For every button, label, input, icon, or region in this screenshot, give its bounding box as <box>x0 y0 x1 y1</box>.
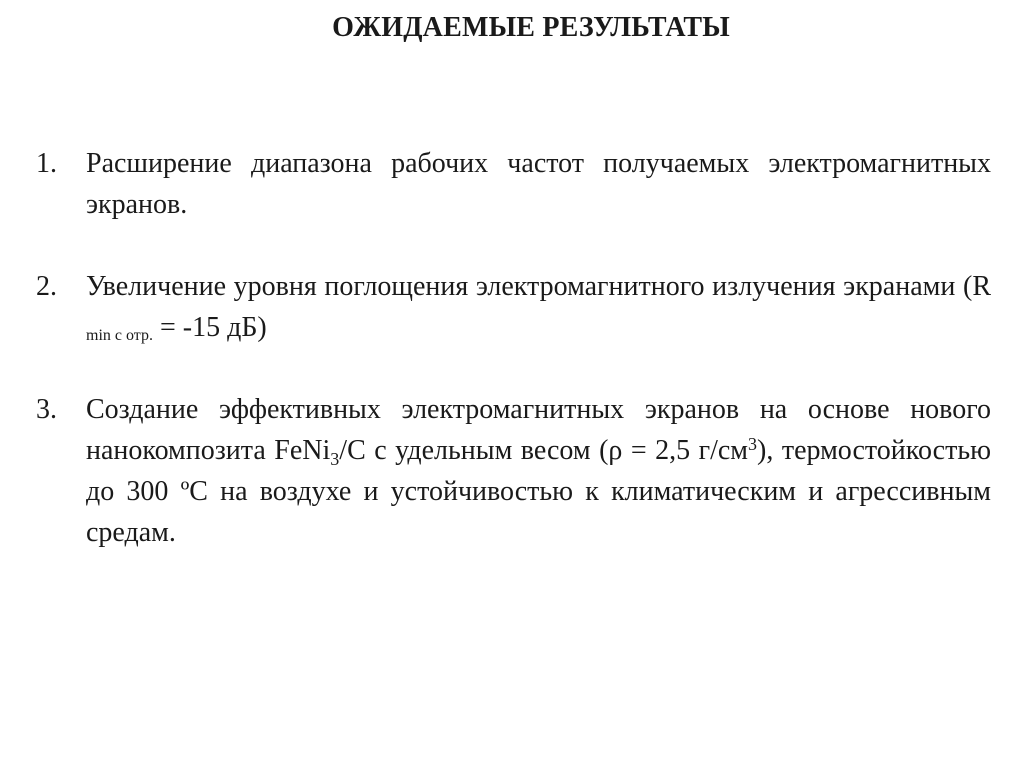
item-text-part: Создание эффективных электромагнитных экранов на основе нового нанокомпозита FeNi <box>86 394 991 466</box>
list-item <box>36 389 991 553</box>
item-number: 2. <box>36 271 57 302</box>
item-text-part: Увеличение уровня поглощения электромагнитного излучения экранами (R <box>86 271 991 302</box>
results-list <box>36 143 991 594</box>
item-text: Расширение диапазона рабочих частот получаемых электромагнитных экранов. <box>86 148 991 220</box>
item-text-part: /C с удельным весом (ρ = 2,5 г/см <box>339 435 749 466</box>
subscript-text: min с отр. <box>86 327 153 344</box>
item-number: 1. <box>36 148 57 179</box>
item-text-part: = -15 дБ) <box>152 312 267 343</box>
item-text-part: ), термостойкостью до 300 ºC на воздухе и устойчивостью к климатическим и агрессивным средам. <box>86 435 992 548</box>
item-number: 3. <box>36 394 57 425</box>
superscript-text: 3 <box>748 434 758 454</box>
item-text <box>86 389 991 553</box>
slide-title: ОЖИДАЕМЫЕ РЕЗУЛЬТАТЫ <box>332 12 730 43</box>
list-item <box>36 143 991 225</box>
subscript-text: 3 <box>330 449 340 469</box>
list-item <box>36 266 991 348</box>
item-text <box>86 266 991 348</box>
